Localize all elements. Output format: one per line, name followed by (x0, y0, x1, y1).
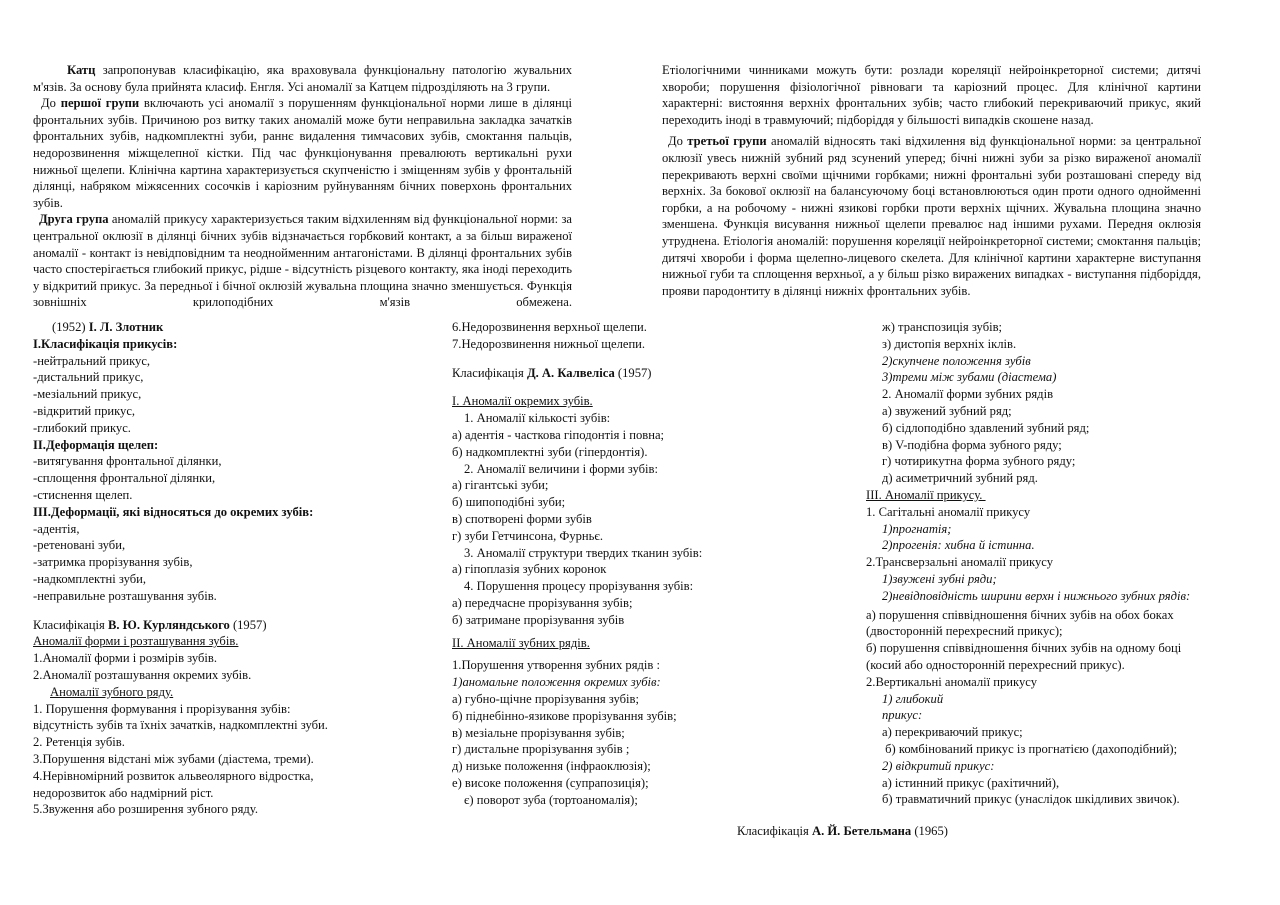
group-heading: 3. Аномалії структури твердих тканин зубів: (464, 545, 703, 560)
list-item: -надкомплектні зуби, (33, 571, 147, 586)
list-item: в) спотворені форми зубів (452, 511, 592, 526)
list-item: д) низьке положення (інфраоклюзія); (452, 759, 651, 774)
italic-subheading: 1)прогнатія; (882, 521, 952, 536)
section-heading: ІІ.Деформація щелеп: (33, 437, 159, 452)
zlotnik-heading: (1952) І. Л. Злотник (52, 320, 164, 334)
italic-subheading: 2)скупчене положення зубів (882, 353, 1031, 368)
list-item: б) порушення співвідношення бічних зубів на одному боці (866, 641, 1182, 656)
list-item: б) затримане прорізування зубів (452, 612, 625, 627)
list-item: відсутність зубів та їхніх зачатків, надкомплектні зуби. (33, 718, 328, 733)
list-item: -адентія, (33, 521, 80, 536)
italic-subheading: 2)прогенія: хибна й істинна. (882, 538, 1035, 553)
list-item: а) істинний прикус (рахітичний), (882, 775, 1060, 790)
katz-paragraph: Катц запропонував класифікацію, яка враховувала функціональну патологію жувальних м'язів. За основу була прийнята класиф. Енгля. Усі аномалії за Катцем підрозділяють на 3 групи. (33, 63, 572, 94)
first-group-paragraph: До першої групи включають усі аномалії з порушенням функціональної норми лише в ділянці фронтальних зубів. Причиною роз витку таких аномалій може бути неправильна закладка зачатків фронтальних зубів, надкомплектні зуби, раннє видалення тимчасових зубів, смоктання пальців, недорозвинення міжщелепної кістки. Під час функціонування превалюють вертикальні рухи нижньої щелепи. Клінічна картина характеризується скупченістю і зміщенням зубів у фронтальній ділянці, набряком міжясенних сосочків і каріозним руйнуванням бічних поверхонь фронтальних зубів. (33, 96, 572, 210)
subsection-heading: І. Аномалії окремих зубів. (452, 394, 593, 409)
list-item: -мезіальний прикус, (33, 387, 142, 402)
italic-subheading: 1) глибокий (882, 691, 944, 706)
subsection-heading: III. Аномалії прикусу. (866, 487, 986, 502)
kurlyandsky-heading: Класифікація В. Ю. Курляндського (1957) (33, 617, 267, 632)
group-heading: 1. Аномалії кількості зубів: (464, 411, 611, 426)
list-item: а) адентія - часткова гіподонтія і повна; (452, 427, 665, 442)
list-item: -затримка прорізування зубів, (33, 555, 193, 570)
list-item: 7.Недорозвинення нижньої щелепи. (452, 336, 646, 351)
column-zlotnik-kurlyandsky (33, 319, 433, 818)
list-item: з) дистопія верхніх іклів. (882, 336, 1017, 351)
list-item: а) порушення співвідношення бічних зубів на обох боках (866, 607, 1174, 622)
list-item: д) асиметричний зубний ряд. (882, 471, 1038, 486)
list-item: в) мезіальне прорізування зубів; (452, 725, 625, 740)
second-group-paragraph: Друга група аномалій прикусу характеризується таким відхиленням від функціональної норми: за центральної оклюзії в ділянці бічних зубів відзначається горбковий контакт, а за більш вираженої аномалії - контакт із невідповідним та неоднойменним антагоністами. В ділянці фронтальних зубів часто спостерігається глибокий прикус, рідше - відсутність різцевого контакту, яка іноді переходить у відкритий прикус. За передньої і бічної оклюзій жувальна площина значно зменшується. Функція зовнішніх крилоподібних м'язів обмежена. (33, 212, 573, 310)
list-item: 2. Ретенція зубів. (33, 735, 125, 750)
list-item: 5.Звуження або розширення зубного ряду. (33, 802, 258, 817)
list-item: -нейтральний прикус, (33, 353, 151, 368)
list-item: -глибокий прикус. (33, 420, 131, 435)
etiology-paragraph: Етіологічними чинниками можуть бути: розлади кореляції нейроінкреторної системи; дитячі хвороби; порушення фізіологічної рівноваги та каріозний процес. Для клінічної картини характерні: вистояння верхніх фронтальних зубів; часто глибокий перекриваючий прикус, який переходить іноді в травмуючий; підборіддя у більшості випадків скошене назад. (662, 63, 1201, 127)
third-group-paragraph: До третьої групи аномалій відносять такі відхилення від функціональної норми: за центральної оклюзії увесь нижній зубний ряд зсунений уперед; бічні нижні зуби за різко вираженої аномалії перекривають верхні своїми щічними горбками; нижні фронтальні зуби розташовані спереду від верхніх. За бокової оклюзії на балансуючому боці встановлюються один проти одного однойменні горбки, а на робочому - нижні язикові горбки проти верхніх щічних. Жувальна площина значно зменшена. Функція висування нижньої щелепи превалює над іншими рухами. Передня оклюзія утруднена. Етіологія аномалій: порушення кореляції нейроінкреторної системи; смоктання пальців; дитячі хвороби і форма щелепно-лицевого скелета. Для клінічної картини характерне виступання нижньої губи та сплощення верхньої, а у більш різко виражених випадках - виступання підборіддя, прояви пародонтиту в ділянці нижніх фронтальних зубів. (662, 134, 1201, 298)
list-item: а) гіпоплазія зубних коронок (452, 562, 607, 577)
list-item: є) поворот зуба (тортоаномалія); (464, 792, 638, 807)
italic-subheading: 1)аномальне положення окремих зубів: (452, 675, 661, 690)
list-item: б) піднебінно-язикове прорізування зубів; (452, 708, 677, 723)
group-heading: 2.Вертикальні аномалії прикусу (866, 674, 1037, 689)
group-heading: 2.Трансверзальні аномалії прикусу (866, 555, 1054, 570)
italic-subheading: прикус: (882, 708, 923, 723)
list-item: -неправильне розташування зубів. (33, 588, 217, 603)
list-item: б) шипоподібні зуби; (452, 495, 566, 510)
list-item: г) дистальне прорізування зубів ; (452, 742, 630, 757)
list-item: а) перекриваючий прикус; (882, 725, 1023, 740)
subsection-heading: Аномалії зубного ряду. (50, 684, 174, 699)
list-item: б) комбінований прикус із прогнатією (дахоподібний); (882, 741, 1178, 756)
list-item: б) надкомплектні зуби (гіпердонтія). (452, 444, 648, 459)
list-item: ж) транспозиція зубів; (882, 320, 1003, 334)
list-item: 3.Порушення відстані між зубами (діастема, треми). (33, 751, 314, 766)
list-item: 2.Аномалії розташування окремих зубів. (33, 667, 252, 682)
list-item: -відкритий прикус, (33, 403, 136, 418)
group-heading: 2. Аномалії форми зубних рядів (882, 387, 1054, 402)
top-left-text (33, 62, 572, 311)
list-item: -ретеновані зуби, (33, 538, 126, 553)
list-item: б) сідлоподібно здавлений зубний ряд; (882, 420, 1090, 435)
italic-subheading: 3)треми між зубами (діастема) (882, 370, 1057, 385)
list-item: 1.Аномалії форми і розмірів зубів. (33, 651, 218, 666)
subsection-heading: Аномалії форми і розташування зубів. (33, 634, 239, 649)
list-item: е) високе положення (супрапозиція); (452, 775, 649, 790)
list-item: (косий або односторонній перехресний прикус). (866, 657, 1125, 672)
kalvelis-heading: Класифікація Д. А. Калвеліса (1957) (452, 365, 652, 380)
list-item: 1. Порушення формування і прорізування зубів: (33, 701, 291, 716)
list-item: а) передчасне прорізування зубів; (452, 595, 633, 610)
column-bite-anomalies (866, 319, 1266, 808)
column-kalvelis (452, 319, 852, 809)
list-item: -витягування фронтальної ділянки, (33, 454, 222, 469)
group-heading: 1.Порушення утворення зубних рядів : (452, 658, 660, 673)
list-item: 6.Недорозвинення верхньої щелепи. (452, 320, 647, 334)
group-heading: 4. Порушення процесу прорізування зубів: (464, 579, 694, 594)
list-item: а) губно-щічне прорізування зубів; (452, 691, 639, 706)
section-heading: І.Класифікація прикусів: (33, 336, 178, 351)
list-item: б) травматичний прикус (унаслідок шкідливих звичок). (882, 792, 1180, 807)
list-item: недорозвиток або надмірний ріст. (33, 785, 214, 800)
group-heading: 2. Аномалії величини і форми зубів: (464, 461, 658, 476)
group-heading: 1. Сагітальні аномалії прикусу (866, 504, 1031, 519)
betelman-heading: Класифікація А. Й. Бетельмана (1965) (737, 824, 948, 838)
italic-subheading: 1)звужені зубні ряди; (882, 571, 997, 586)
list-item: г) зуби Гетчинсона, Фурньє. (452, 528, 603, 543)
list-item: -сплощення фронтальної ділянки, (33, 471, 216, 486)
list-item: а) звужений зубний ряд; (882, 403, 1012, 418)
top-right-text (662, 62, 1201, 299)
list-item: 4.Нерівномірний розвиток альвеолярного відростка, (33, 768, 314, 783)
list-item: -дистальний прикус, (33, 370, 144, 385)
section-heading: ІІІ.Деформації, які відносяться до окремих зубів: (33, 504, 314, 519)
italic-subheading: 2)невідповідність ширини верхн і нижнього зубних рядів: (882, 588, 1191, 603)
subsection-heading: II. Аномалії зубних рядів. (452, 635, 590, 650)
list-item: а) гігантські зуби; (452, 478, 549, 493)
list-item: -стиснення щелеп. (33, 487, 133, 502)
list-item: в) V-подібна форма зубного ряду; (882, 437, 1062, 452)
list-item: г) чотирикутна форма зубного ряду; (882, 454, 1076, 469)
italic-subheading: 2) відкритий прикус: (882, 758, 995, 773)
list-item: (двосторонній перехресний прикус); (866, 624, 1063, 639)
